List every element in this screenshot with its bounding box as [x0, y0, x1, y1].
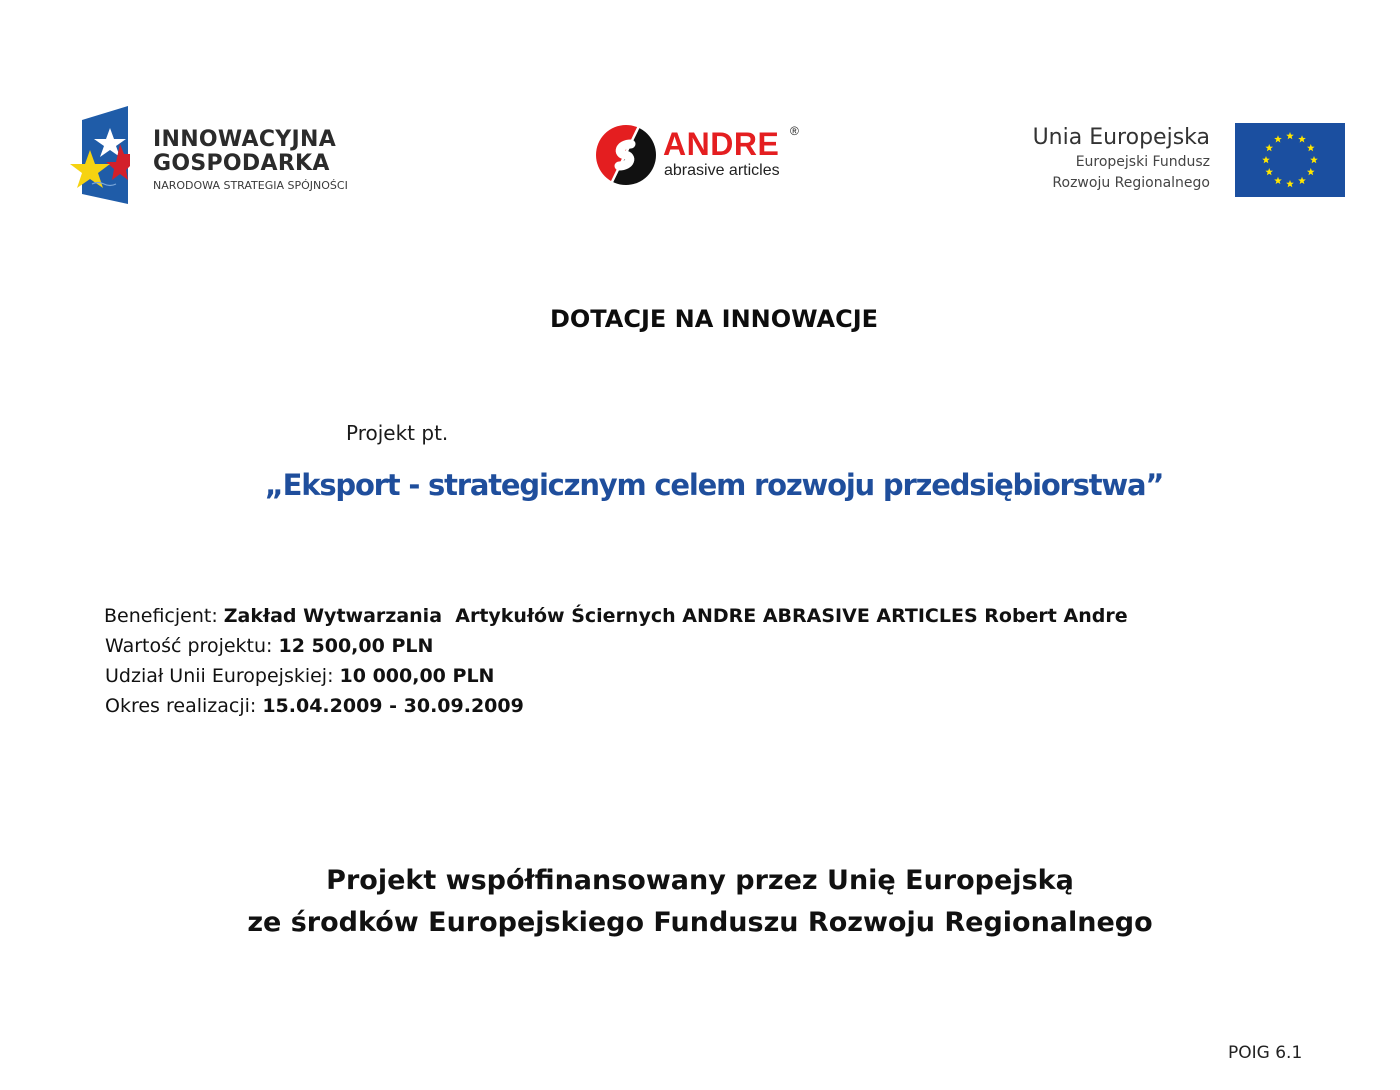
- detail-label: Beneficjent:: [104, 605, 224, 627]
- detail-label: Okres realizacji:: [105, 695, 263, 717]
- logo-line-rozwoju-regionalnego: Rozwoju Regionalnego: [1052, 175, 1210, 191]
- page-title: DOTACJE NA INNOWACJE: [549, 305, 879, 333]
- logo-line-gospodarka: GOSPODARKA: [153, 151, 330, 176]
- detail-label: Udział Unii Europejskiej:: [105, 665, 340, 687]
- detail-label: Wartość projektu:: [105, 635, 279, 657]
- detail-value: 15.04.2009 - 30.09.2009: [262, 695, 524, 717]
- andre-logo: [595, 124, 810, 188]
- unia-europejska-logo: [1015, 120, 1345, 200]
- cofinancing-note: [0, 860, 1400, 944]
- andre-tagline: abrasive articles: [664, 162, 780, 179]
- project-title: „Eksport - strategicznym celem rozwoju przedsiębiorstwa”: [264, 468, 1164, 502]
- detail-value: 10 000,00 PLN: [339, 665, 495, 687]
- logo-line-europejski-fundusz: Europejski Fundusz: [1075, 154, 1210, 170]
- detail-value: 12 500,00 PLN: [278, 635, 434, 657]
- innowacyjna-gospodarka-text: [153, 128, 348, 194]
- project-label: Projekt pt.: [346, 421, 449, 445]
- cofinancing-line-2: ze środków Europejskiego Funduszu Rozwoju Regionalnego: [247, 907, 1153, 938]
- detail-period: [105, 691, 1128, 721]
- logo-line-innowacyjna: INNOWACYJNA: [153, 127, 337, 152]
- project-details: [105, 601, 1128, 721]
- logo-line-unia-europejska: Unia Europejska: [1032, 125, 1210, 150]
- program-code: POIG 6.1: [1228, 1043, 1303, 1063]
- detail-beneficiary: [104, 601, 1128, 631]
- andre-brand-name: ANDRE: [663, 126, 780, 162]
- cofinancing-line-1: Projekt współfinansowany przez Unię Europejską: [326, 865, 1074, 896]
- eu-flag-icon: [1235, 123, 1345, 197]
- logo-line-strategia: NARODOWA STRATEGIA SPÓJNOŚCI: [153, 179, 348, 192]
- detail-project-value: [105, 631, 1128, 661]
- detail-eu-share: [105, 661, 1128, 691]
- andre-circle-mark-icon: [595, 124, 657, 186]
- unia-europejska-text: [1033, 124, 1210, 194]
- registered-trademark: ®: [790, 124, 799, 138]
- innowacyjna-gospodarka-logo: [70, 106, 380, 206]
- innovative-economy-flag-icon: [70, 106, 130, 204]
- detail-value: Zakład Wytwarzania Artykułów Ściernych ANDRE ABRASIVE ARTICLES Robert Andre: [223, 605, 1128, 627]
